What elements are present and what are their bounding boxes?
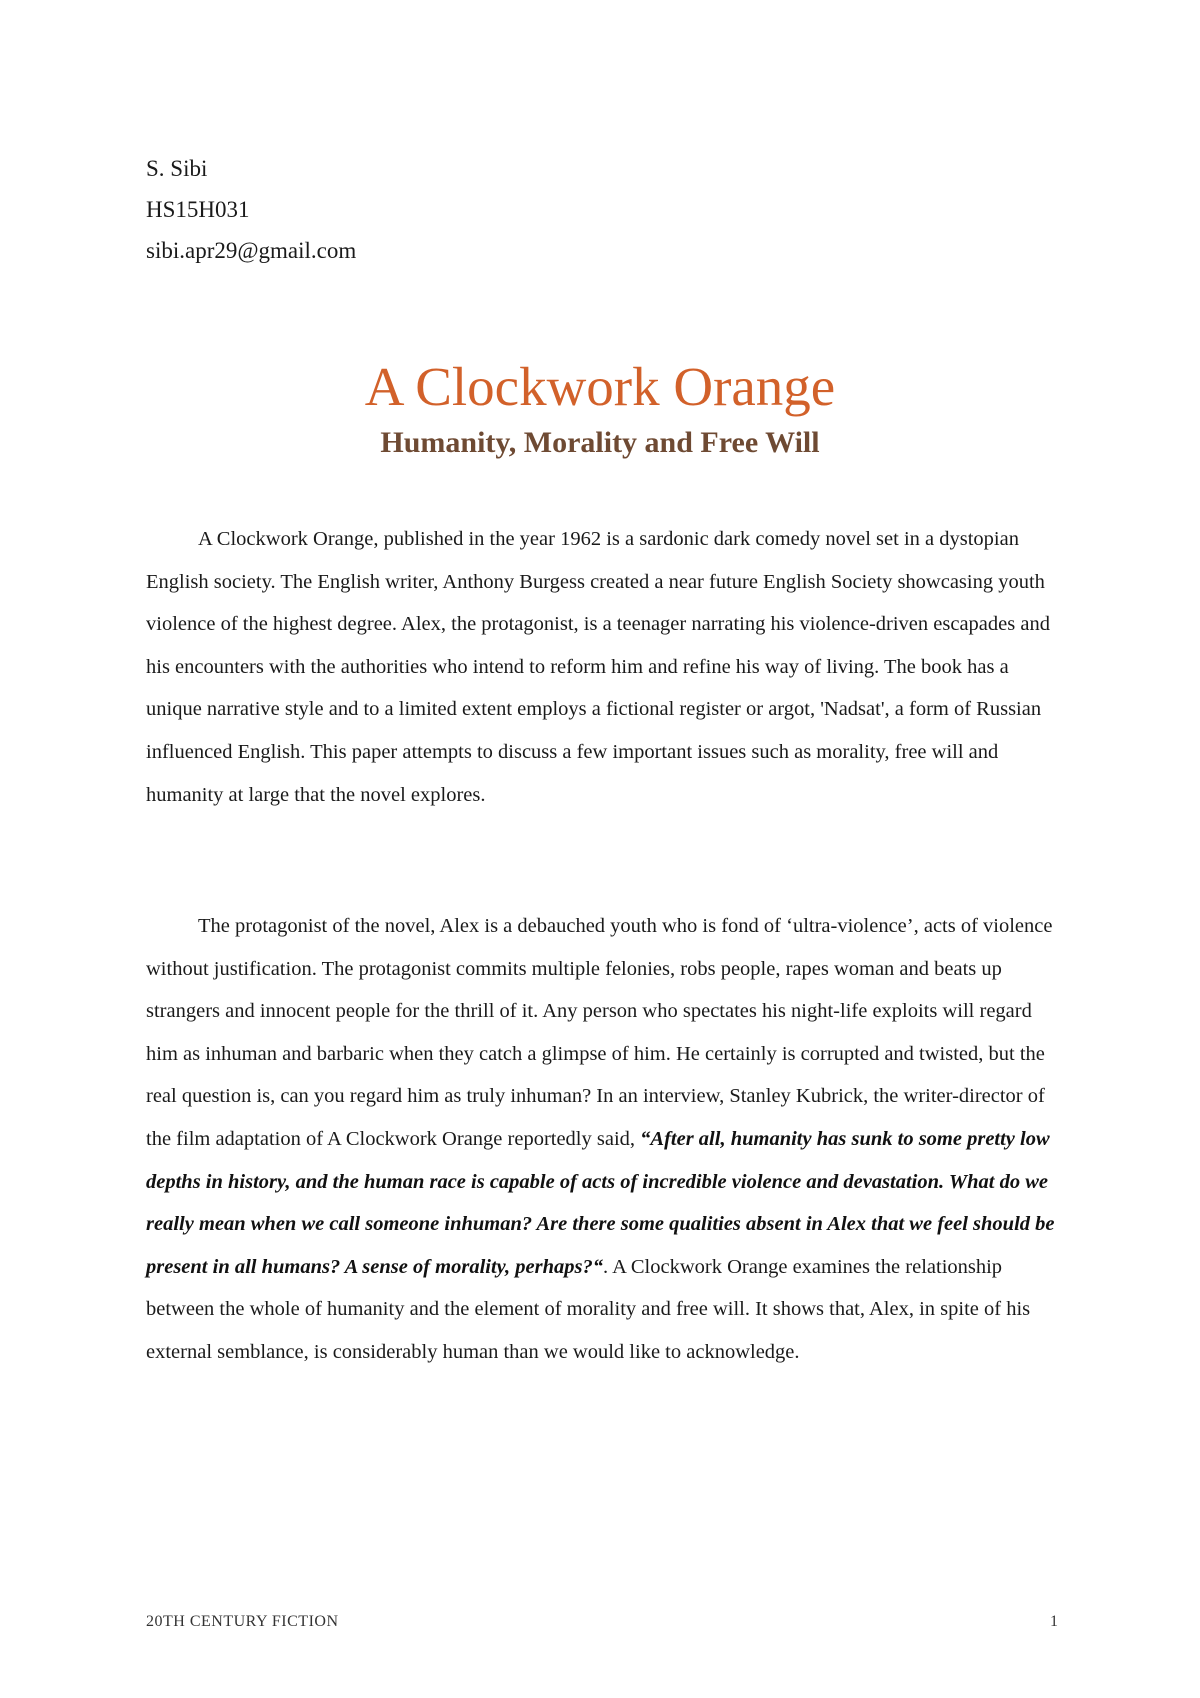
document-title: A Clockwork Orange [364, 356, 836, 417]
document-subtitle: Humanity, Morality and Free Will [380, 426, 820, 459]
author-block [146, 148, 356, 271]
paragraph-2-text-after-quote: . A Clockwork Orange examines the relationship between the whole of humanity and the element of morality and free will. It shows that, Alex, in spite of his external semblance, is considerably human than we would like to acknowledge. [146, 1255, 1031, 1363]
paragraph-1-text: A Clockwork Orange, published in the year 1962 is a sardonic dark comedy novel set in a dystopian English society. The English writer, Anthony Burgess created a near future English Society showcasing youth violence of the highest degree. Alex, the protagonist, is a teenager narrating his violence-driven escapades and his encounters with the authorities who intend to reform him and refine his way of living. The book has a unique narrative style and to a limited extent employs a fictional register or argot, 'Nadsat', a form of Russian influenced English. This paper attempts to discuss a few important issues such as morality, free will and humanity at large that the novel explores. [146, 528, 1050, 806]
footer-course-title: 20TH CENTURY FICTION [146, 1613, 339, 1630]
kubrick-quote: “After all, humanity has sunk to some pretty low depths in history, and the human race is capable of acts of incredible violence and devastation. What do we really mean when we call someone inhuman? Are there some qualities absent in Alex that we feel should be present in all humans? A sense of morality, perhaps?“ [146, 1127, 1055, 1278]
author-email: sibi.apr29@gmail.com [146, 238, 357, 263]
author-roll-number: HS15H031 [146, 197, 250, 222]
paragraph-2 [146, 905, 1056, 1374]
paragraph-2-text-before-quote: The protagonist of the novel, Alex is a debauched youth who is fond of ‘ultra-violence’, acts of violence without justification. The protagonist commits multiple felonies, robs people, rapes woman and beats up strangers and innocent people for the thrill of it. Any person who spectates his night-life exploits will regard him as inhuman and barbaric when they catch a glimpse of him. He certainly is corrupted and twisted, but the real question is, can you regard him as truly inhuman? In an interview, Stanley Kubrick, the writer-director of the film adaptation of A Clockwork Orange reportedly said, [146, 915, 1053, 1150]
footer-page-number: 1 [1050, 1613, 1058, 1630]
paragraph-1 [146, 518, 1056, 816]
author-name: S. Sibi [146, 156, 208, 181]
